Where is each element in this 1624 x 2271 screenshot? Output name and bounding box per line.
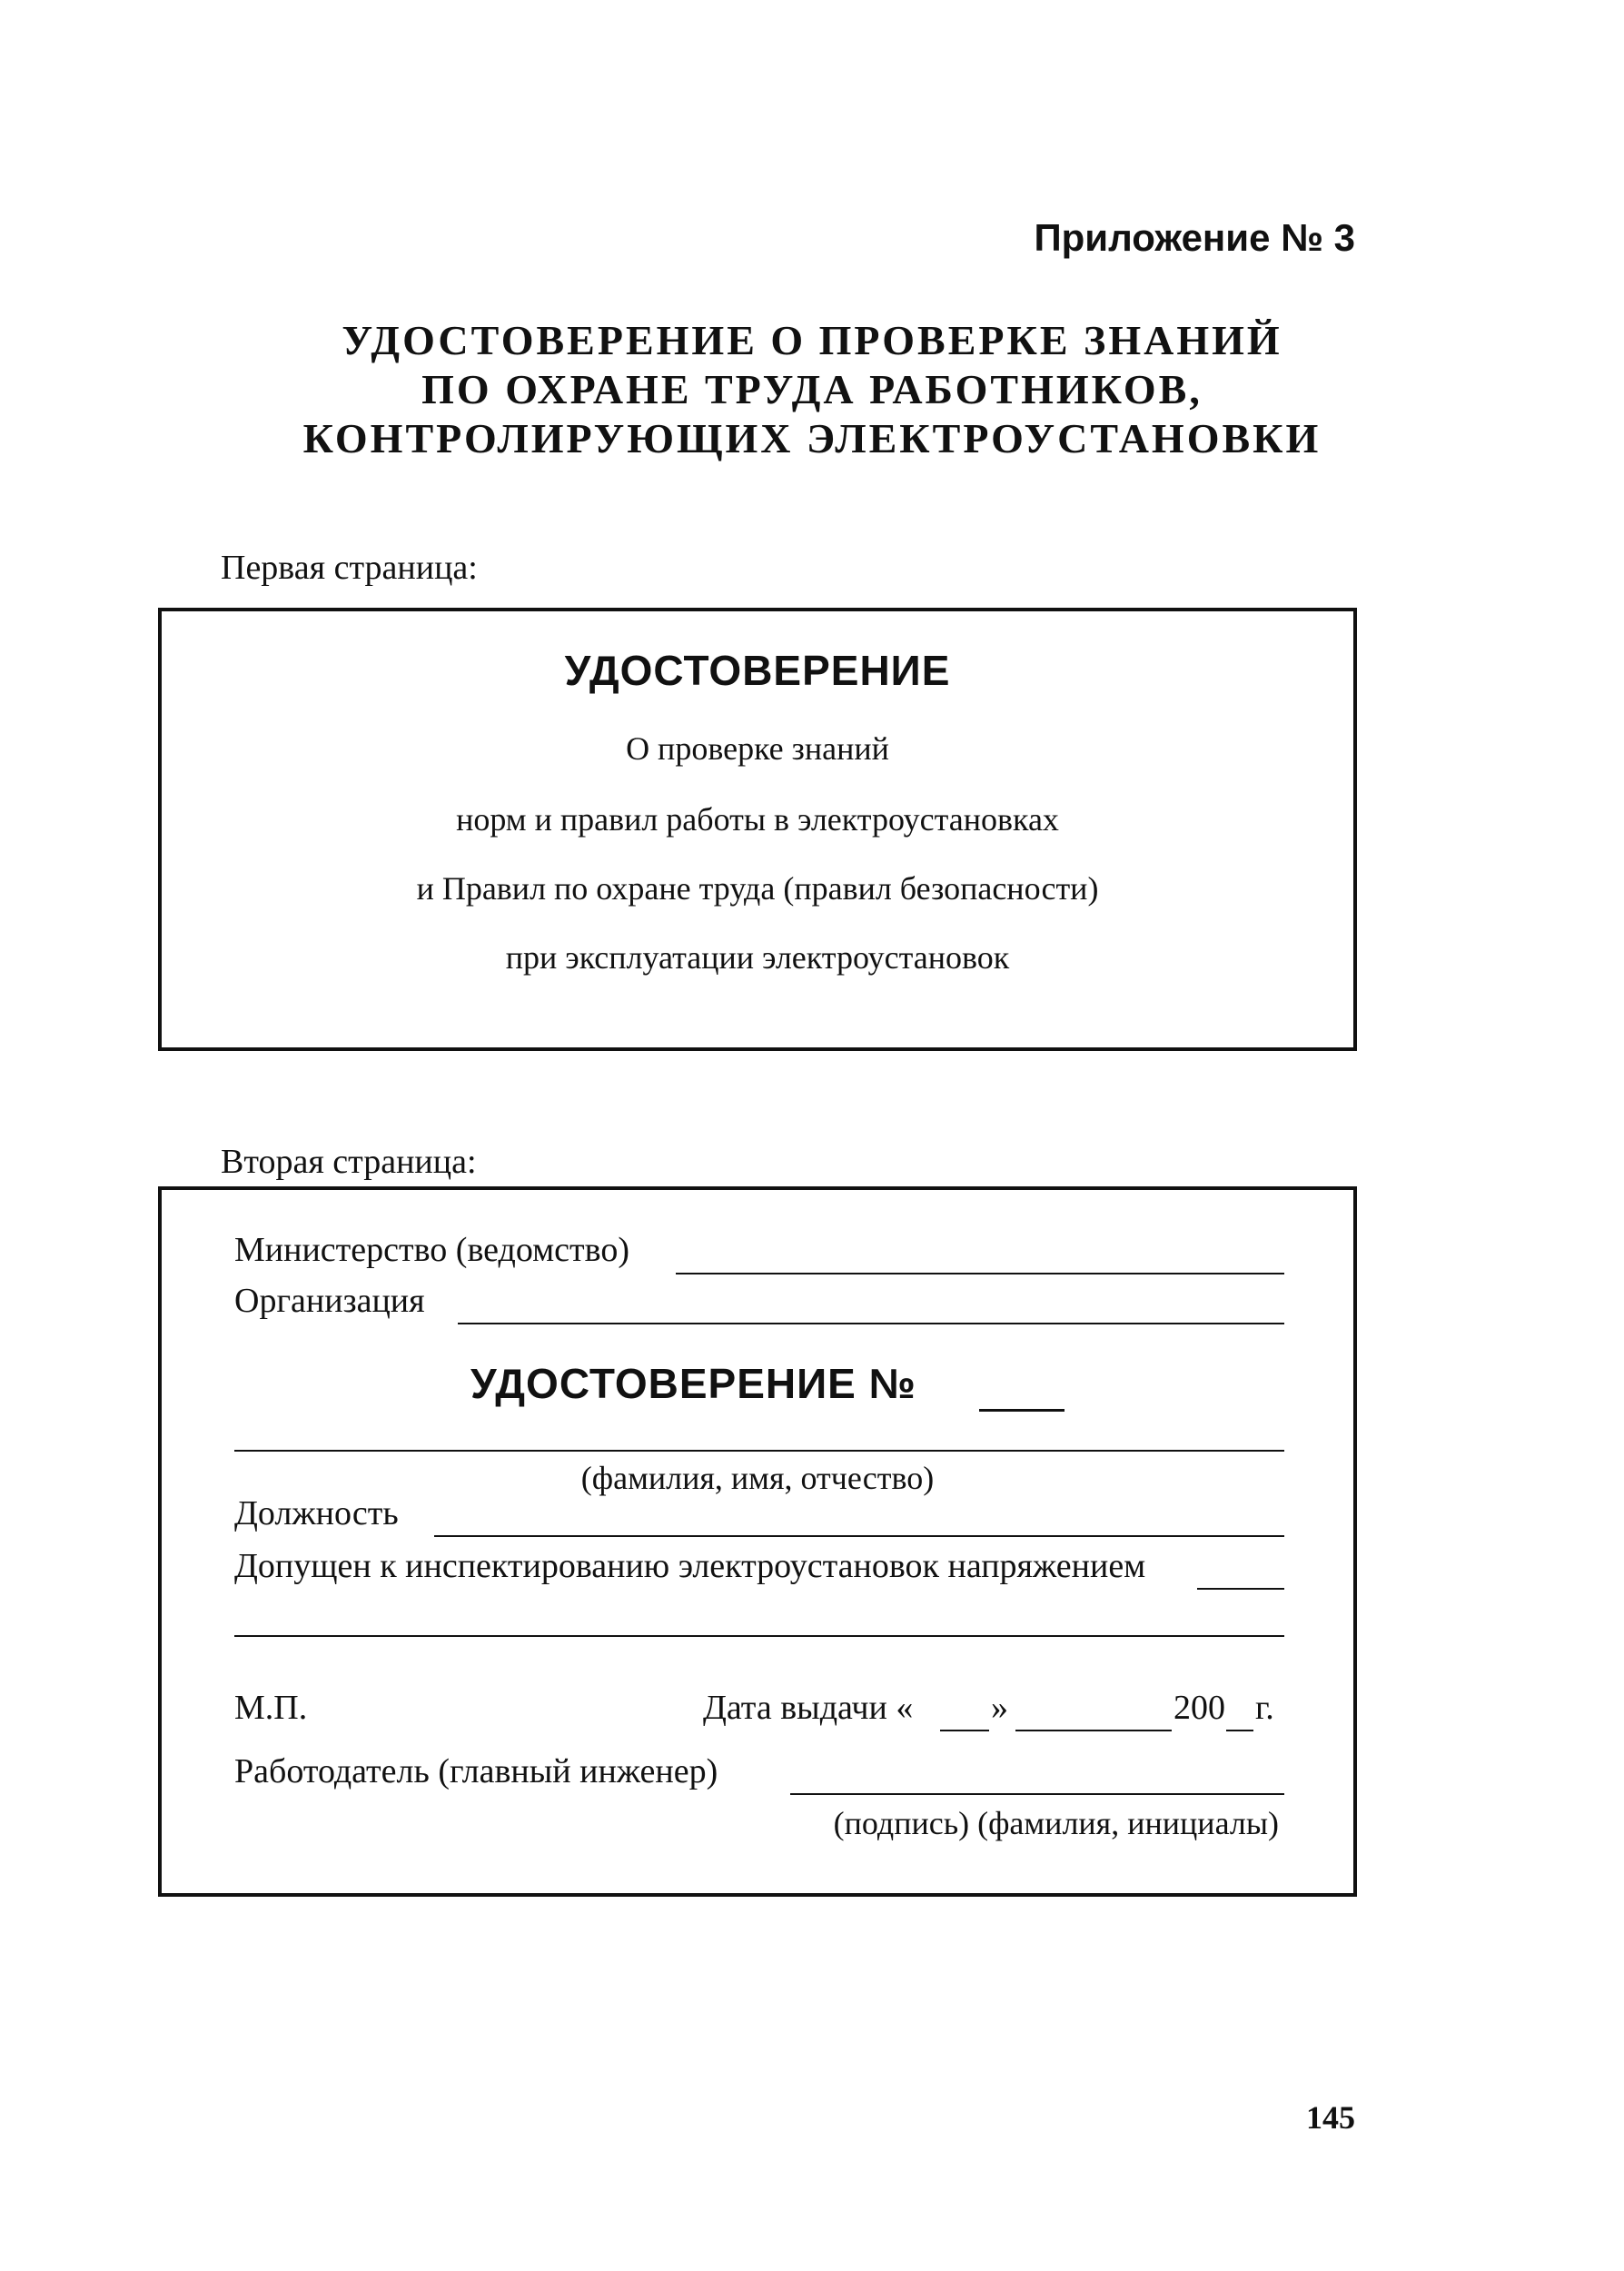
full-name-hint: (фамилия, имя, отчество)	[580, 1460, 935, 1496]
voltage-extra-field[interactable]	[234, 1635, 1284, 1637]
employer-signature-field[interactable]	[790, 1793, 1284, 1795]
second-page-box	[158, 1186, 1357, 1897]
issue-year-prefix: 200	[1173, 1689, 1225, 1727]
issue-year-suffix: г.	[1255, 1689, 1274, 1727]
first-page-box	[158, 608, 1357, 1051]
stamp-label: М.П.	[234, 1689, 308, 1727]
full-name-field[interactable]	[234, 1450, 1284, 1452]
position-label: Должность	[234, 1494, 399, 1532]
organization-label: Организация	[234, 1282, 425, 1320]
document-title-line-3: КОНТРОЛИРУЮЩИХ ЭЛЕКТРОУСТАНОВКИ	[302, 415, 1322, 461]
admitted-label: Допущен к инспектированию электроустановок напряжением	[234, 1547, 1146, 1585]
ministry-label: Министерство (ведомство)	[234, 1231, 629, 1269]
signature-hint: (подпись) (фамилия, инициалы)	[833, 1805, 1279, 1841]
document-title-line-2: ПО ОХРАНЕ ТРУДА РАБОТНИКОВ,	[421, 366, 1203, 412]
page-number: 145	[1306, 2099, 1355, 2136]
issue-day-field[interactable]	[940, 1730, 989, 1731]
document-title-line-1: УДОСТОВЕРЕНИЕ О ПРОВЕРКЕ ЗНАНИЙ	[342, 317, 1282, 363]
employer-label: Работодатель (главный инженер)	[234, 1752, 718, 1790]
issue-year-field[interactable]	[1226, 1730, 1253, 1731]
first-page-line-1: О проверке знаний	[626, 730, 889, 767]
certificate-number-field[interactable]	[979, 1409, 1065, 1412]
second-page-certificate-title: УДОСТОВЕРЕНИЕ №	[470, 1360, 916, 1407]
first-page-line-2: норм и правил работы в электроустановках	[456, 801, 1059, 838]
position-field[interactable]	[434, 1535, 1284, 1537]
certificate-number-heading	[470, 1359, 916, 1408]
appendix-label: Приложение № 3	[1034, 216, 1355, 259]
ministry-field[interactable]	[676, 1273, 1284, 1274]
document-title	[0, 316, 1624, 463]
issue-date-label: Дата выдачи «	[703, 1689, 914, 1727]
issue-month-field[interactable]	[1015, 1730, 1172, 1731]
first-page-caption: Первая страница:	[221, 549, 478, 587]
first-page-certificate-title: УДОСТОВЕРЕНИЕ	[564, 647, 951, 694]
voltage-field[interactable]	[1197, 1588, 1284, 1590]
second-page-caption: Вторая страница:	[221, 1143, 477, 1181]
first-page-line-3: и Правил по охране труда (правил безопасности)	[416, 870, 1099, 907]
organization-field[interactable]	[458, 1323, 1284, 1324]
issue-date-quote: »	[991, 1689, 1008, 1727]
first-page-line-4: при эксплуатации электроустановок	[505, 939, 1010, 976]
